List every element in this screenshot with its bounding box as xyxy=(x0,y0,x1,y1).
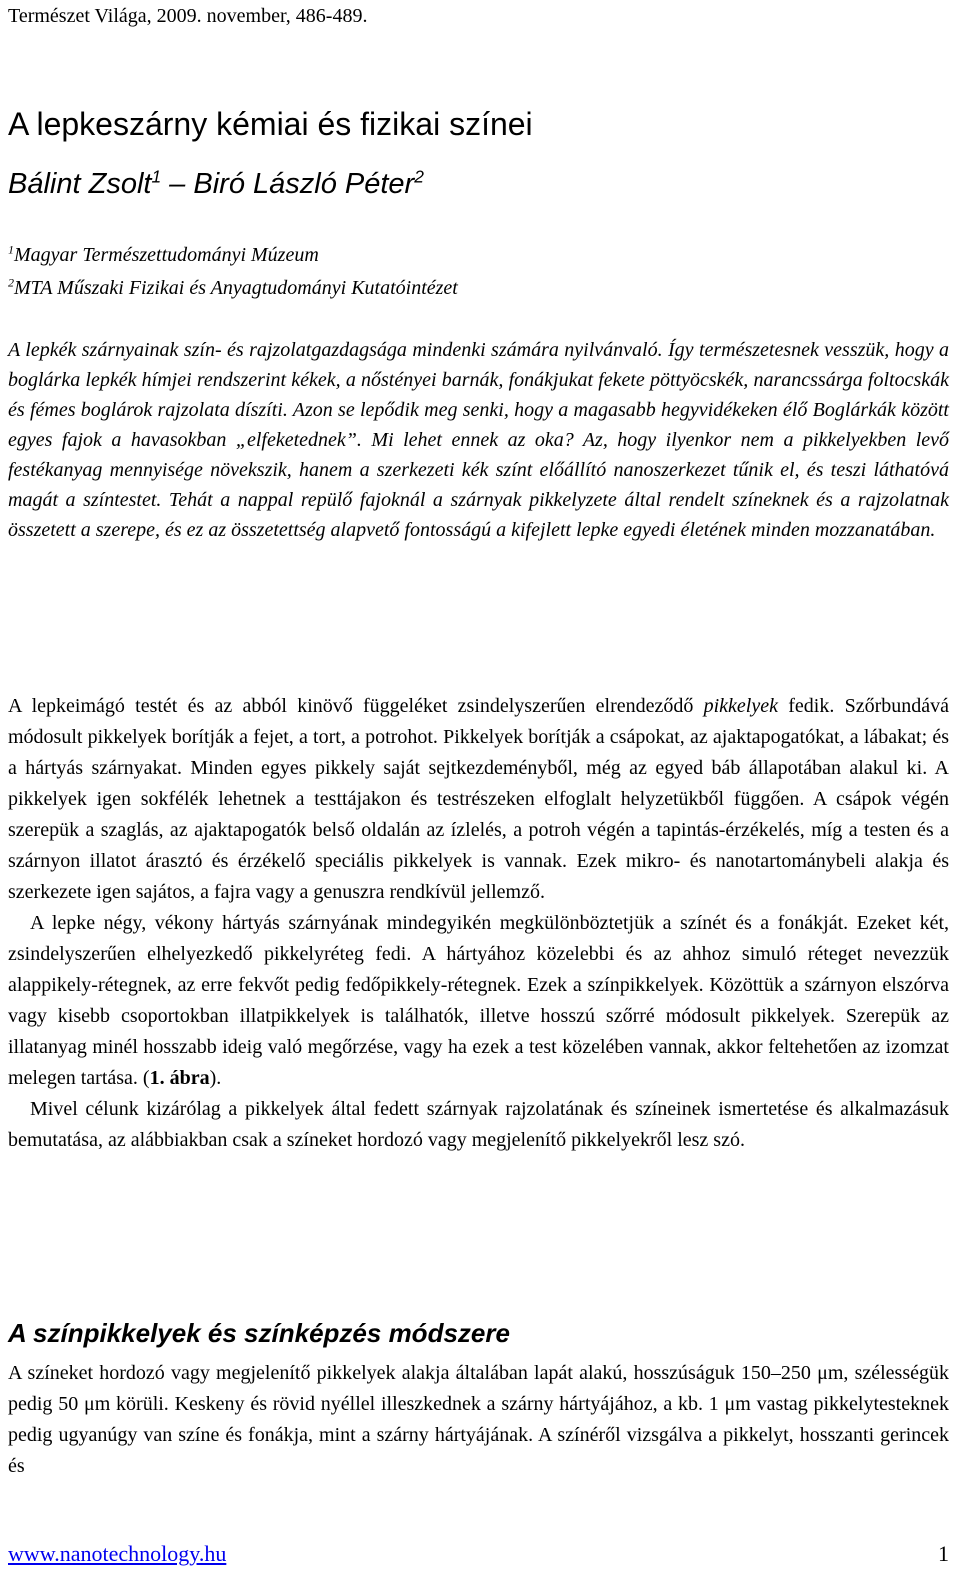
affiliation-marker: 2 xyxy=(8,275,14,290)
website-link[interactable]: www.nanotechnology.hu xyxy=(8,1541,227,1566)
paragraph-text: A lepkeimágó testét és az abból kinövő függeléket zsindelyszerűen elrendeződő xyxy=(8,695,704,717)
page-number: 1 xyxy=(938,1541,949,1566)
body-paragraph: Mivel célunk kizárólag a pikkelyek által fedett szárnyak rajzolatának és színeinek ismertetése és alkalmazásuk bemutatása, az alábbiakban csak a színeket hordozó vagy megjelenítő pikkelyekről lesz szó. xyxy=(8,1098,949,1151)
author-name: Bálint Zsolt xyxy=(8,168,152,200)
affiliation-marker: 1 xyxy=(8,242,14,257)
page-footer xyxy=(8,1540,949,1568)
article-body xyxy=(8,691,949,1156)
journal-citation: Természet Világa, 2009. november, 486-489. xyxy=(8,5,368,27)
article-title: A lepkeszárny kémiai és fizikai színei xyxy=(8,106,533,142)
abstract: A lepkék szárnyainak szín- és rajzolatgazdagsága mindenki számára nyilvánvaló. Így természetesnek vesszük, hogy a boglárka lepkék hímjei rendszerint kékek, a nőstényei barnák, fonákjukat fekete pöttyöcskék, narancssárga foltocskák és fémes boglárok rajzolata díszíti. Azon se lepődik meg senki, hogy a magasabb hegyvidékeken élő Boglárkák között egyes fajok a havasokban „elfeketednek”. Mi lehet ennek az oka? Az, hogy ilyenkor nem a pikkelyekben levő festékanyag mennyisége növekszik, hanem a szerkezeti kék színt előállító nanoszerkezet tűnik el, és teszi láthatóvá magát a színtestet. Tehát a nappal repülő fajoknál a szárnyak pikkelyzete által rendelt színeknek és a rajzolatnak összetett a szerepe, és ez az összetettség alapvető fontosságú a kifejlett lepke egyedi életének minden mozzanatában. xyxy=(8,339,949,541)
author-separator: – xyxy=(161,168,194,200)
affiliation-name: Magyar Természettudományi Múzeum xyxy=(14,244,319,266)
affiliation xyxy=(8,275,458,301)
section-paragraph: A színeket hordozó vagy megjelenítő pikkelyek alakja általában lapát alakú, hosszúságuk 150–250 μm, szélességük pedig 50 μm körüli. Keskeny és rövid nyéllel illeszkednek a szárny hártyájához, a kb. 1 μm vastag pikkelytesteknek pedig ugyanúgy van színe és fonákja, mint a szárny hártyájának. A színéről vizsgálva a pikkelyt, hosszanti gerincek és xyxy=(8,1362,949,1477)
author-affiliation-marker: 2 xyxy=(414,166,424,187)
affiliation-name: MTA Műszaki Fizikai és Anyagtudományi Kutatóintézet xyxy=(14,277,458,299)
author-line xyxy=(8,166,424,202)
section-heading: A színpikkelyek és színképzés módszere xyxy=(8,1318,510,1348)
figure-reference: 1. ábra xyxy=(149,1067,210,1089)
body-paragraph xyxy=(8,908,949,1094)
author-name: Biró László Péter xyxy=(193,168,415,200)
paragraph-text: A lepke négy, vékony hártyás szárnyának mindegyikén megkülönböztetjük a színét és a fonákját. Ezeket két, zsindelyszerűen elhelyezkedő pikkelyréteg fedi. A hártyához közelebbi és az ahhoz simuló réteget nevezzük alappikely-rétegnek, az erre fekvőt pedig fedőpikkely-rétegnek. Ezek a színpikkelyek. Közöttük a szárnyon elszórva vagy kisebb csoportokban illatpikkelyek is találhatók, illetve hosszú szőrré módosult pikkelyek. Szerepük az illatanyag minél hosszabb ideig való megőrzése, vagy ha ezek a test közelében vannak, akkor feltehetően az izomzat melegen tartása. ( xyxy=(8,912,949,1089)
author-affiliation-marker: 1 xyxy=(151,166,162,187)
paragraph-text: fedik. Szőrbundává módosult pikkelyek borítják a fejet, a tort, a potrohot. Pikkelyek borítják a csápokat, az ajaktapogatókat, a lábakat; és a hártyás szárnyakat. Minden egyes pikkely saját sejtkezdeményből, még az egyed báb állapotában alakul ki. A pikkelyek igen sokfélék lehetnek a testtájakon és testrészeken elfoglalt helyzetükből függően. A csápok végén szerepük a szaglás, az ajaktapogatók belső oldalán az ízlelés, a potroh végén a tapintás-érzékelés, míg a testen és a szárnyon illatot árasztó és érzékelő speciális pikkelyek is vannak. Ezek mikro- és nanotartománybeli alakja és szerkezete igen sajátos, a fajra vagy a genuszra rendkívül jellemző. xyxy=(8,695,949,903)
paragraph-text: ). xyxy=(209,1067,222,1089)
body-paragraph xyxy=(8,691,949,908)
affiliation xyxy=(8,242,319,268)
italic-term: pikkelyek xyxy=(703,695,778,717)
